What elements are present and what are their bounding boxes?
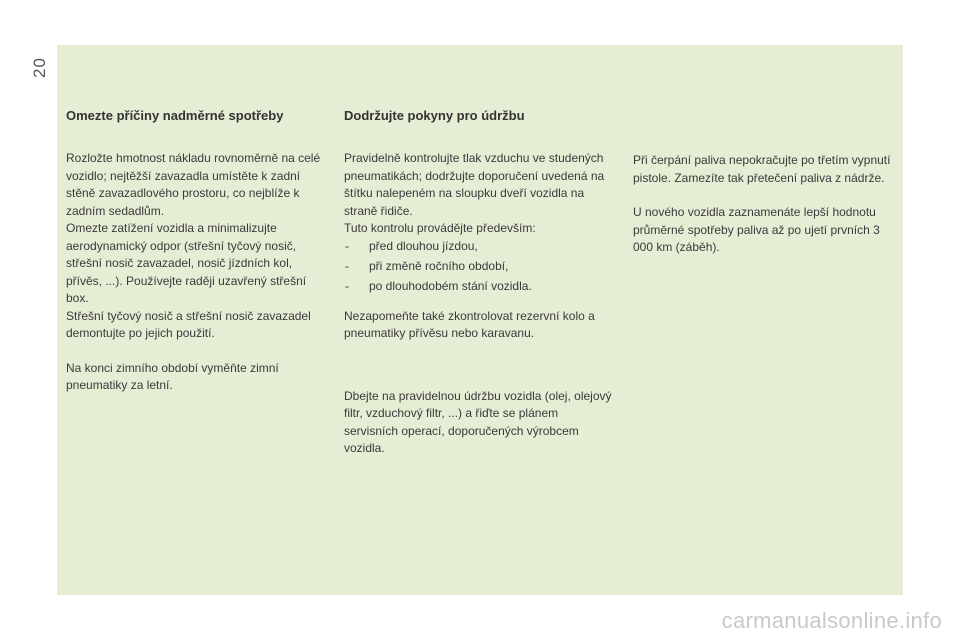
list-item: - při změně ročního období, (345, 258, 509, 273)
paragraph-spare-wheel: Nezapomeňte také zkontrolovat rezervní kolo a pneumatiky přívěsu nebo karavanu. (344, 308, 595, 340)
watermark: carmanualsonline.info (721, 608, 942, 633)
paragraph-refuelling: Při čerpání paliva nepokračujte po třetím vypnutí pistole. Zamezíte tak přetečení paliva z nádrže. (633, 153, 891, 185)
paragraph-load-distribution: Rozložte hmotnost nákladu rovnoměrně na celé vozidlo; nejtěžší zavazadla umístěte k zadní stěně zavazadlového prostoru, co nejblíže k zadním sedadlům. (66, 151, 321, 218)
column-maintenance (344, 108, 612, 458)
paragraph-check-when: Tuto kontrolu provádějte především: (344, 221, 536, 235)
column-refuelling (633, 152, 901, 257)
column-fuel-consumption (66, 108, 328, 395)
list-item: - po dlouhodobém stání vozidla. (345, 278, 532, 293)
list-item: - před dlouhou jízdou, (345, 238, 478, 253)
paragraph-reduce-load: Omezte zatížení vozidla a minimalizujte aerodynamický odpor (střešní tyčový nosič, střešní nosič zavazadel, nosič jízdních kol, přívěs, ...). Používejte raději uzavřený střešní box. (66, 221, 307, 305)
paragraph-winter-tyres: Na konci zimního období vyměňte zimní pneumatiky za letní. (66, 360, 279, 392)
paragraph-remove-roof-rack: Střešní tyčový nosič a střešní nosič zavazadel demontujte po jejich použití. (66, 308, 311, 340)
check-when-list (344, 238, 612, 295)
paragraph-running-in: U nového vozidla zaznamenáte lepší hodnotu průměrné spotřeby paliva až po ujetí prvních 3 000 km (záběh). (633, 205, 880, 254)
paragraph-tyre-pressure: Pravidelně kontrolujte tlak vzduchu ve studených pneumatikách; dodržujte doporučení uvedená na štítku nalepeném na sloupku dveří vozidla na straně řidiče. (344, 151, 605, 218)
paragraph-regular-service: Dbejte na pravidelnou údržbu vozidla (olej, olejový filtr, vzduchový filtr, ...) a řiďte se plánem servisních operací, doporučených výrobcem vozidla. (344, 388, 612, 455)
heading-consumption-causes: Omezte příčiny nadměrné spotřeby (66, 108, 284, 123)
heading-maintenance: Dodržujte pokyny pro údržbu (344, 108, 525, 123)
page-number: 20 (30, 57, 49, 78)
